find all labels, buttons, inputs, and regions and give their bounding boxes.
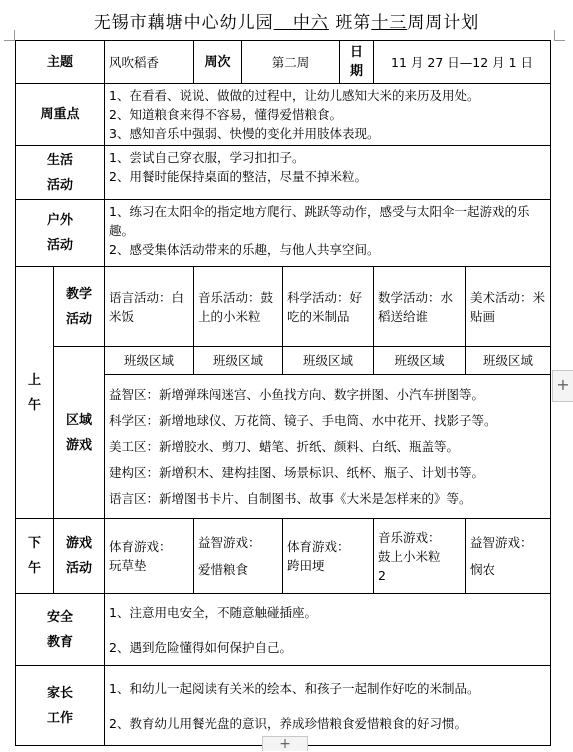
area-label-1: 区域 [66, 412, 93, 428]
area-header: 班级区域 [374, 347, 466, 375]
parents-label-2: 工作 [47, 710, 74, 726]
teaching-cell: 语言活动：白米饭 [105, 267, 194, 347]
game-name: 玩草垫 [109, 558, 147, 573]
game-name: 鼓上小米粒 [378, 548, 441, 564]
game-cell [374, 519, 466, 594]
game-type: 体育游戏： [109, 539, 172, 554]
theme-value: 风吹稻香 [105, 41, 194, 84]
focus-label: 周重点 [16, 84, 105, 146]
game-type: 益智游戏： [470, 535, 533, 550]
focus-item: 2、知道粮食来得不容易，懂得爱惜粮食。 [109, 107, 342, 122]
outdoor-content [105, 200, 551, 267]
game-name: 悯农 [470, 562, 496, 577]
safety-content [105, 594, 551, 666]
area-line: 美工区：新增胶水、剪刀、蜡笔、折纸、颜料、白纸、瓶盖等。 [109, 438, 460, 454]
afternoon-label [16, 519, 54, 594]
game-type: 体育游戏： [287, 539, 350, 554]
title-suffix: 周周计划 [407, 13, 480, 33]
afternoon-label-2: 午 [27, 561, 41, 576]
outdoor-label-2: 活动 [47, 238, 74, 253]
area-line: 语言区：新增图书卡片、自制图书、故事《大米是怎样来的》等。 [109, 490, 472, 506]
weekly-plan-table [15, 40, 551, 746]
teaching-label [54, 267, 105, 347]
area-header-row [16, 347, 551, 375]
morning-teaching-row [16, 267, 551, 347]
teaching-label-2: 活动 [66, 311, 93, 327]
area-line: 科学区：新增地球仪、万花筒、镜子、手电筒、水中花开、找影子等。 [109, 412, 497, 428]
teaching-cell: 数学活动：水稻送给谁 [374, 267, 466, 347]
area-header: 班级区域 [283, 347, 374, 375]
page-title [0, 8, 573, 33]
add-column-button[interactable]: + [552, 370, 573, 402]
safety-item: 1、注意用电安全，不随意触碰插座。 [109, 604, 317, 620]
outdoor-item: 1、练习在太阳伞的指定地方爬行、跳跃等动作，感受与太阳伞一起游戏的乐趣。 [109, 204, 530, 238]
parents-row [16, 666, 551, 746]
title-mid: 班第 [335, 13, 372, 33]
outdoor-label-1: 户外 [47, 213, 74, 228]
safety-item: 2、遇到危险懂得如何保护自己。 [109, 639, 292, 655]
title-week: 十三 [371, 13, 408, 33]
afternoon-row [16, 519, 551, 594]
outdoor-label [16, 200, 105, 267]
life-label-2: 活动 [47, 177, 74, 193]
game-cell [194, 519, 283, 594]
games-label-2: 活动 [66, 561, 93, 576]
safety-label [16, 594, 105, 666]
life-row [16, 146, 551, 200]
game-cell [283, 519, 374, 594]
focus-item: 1、在看看、说说、做做的过程中，让幼儿感知大米的来历及用处。 [109, 88, 480, 103]
morning-label [16, 267, 54, 519]
date-value: 11 月 27 日—12 月 1 日 [374, 41, 551, 84]
morning-label-1: 上 [27, 372, 41, 388]
game-cell [466, 519, 551, 594]
area-header: 班级区域 [105, 347, 194, 375]
outdoor-row [16, 200, 551, 267]
area-header: 班级区域 [194, 347, 283, 375]
area-content [105, 375, 551, 519]
title-class: 中六 [292, 13, 329, 33]
teaching-cell: 音乐活动：鼓上的小米粒 [194, 267, 283, 347]
safety-label-1: 安全 [47, 609, 74, 625]
game-type: 音乐游戏： [378, 529, 441, 545]
game-extra: 2 [378, 567, 386, 583]
parents-label-1: 家长 [47, 685, 74, 701]
title-school: 无锡市藕塘中心幼儿园 [93, 13, 274, 33]
life-item: 1、尝试自己穿衣服，学习扣扣子。 [109, 150, 305, 165]
life-label [16, 146, 105, 200]
morning-label-2: 午 [27, 397, 41, 413]
week-value: 第二周 [242, 41, 340, 84]
parents-label [16, 666, 105, 746]
games-label-1: 游戏 [66, 536, 93, 551]
week-label: 周次 [194, 41, 242, 84]
focus-content [105, 84, 551, 146]
focus-item: 3、感知音乐中强弱、快慢的变化并用肢体表现。 [109, 126, 380, 141]
parents-item: 2、教育幼儿用餐光盘的意识，养成珍惜粮食爱惜粮食的好习惯。 [109, 715, 467, 731]
games-label [54, 519, 105, 594]
parents-item: 1、和幼儿一起阅读有关米的绘本、和孩子一起制作好吃的米制品。 [109, 680, 480, 696]
life-item: 2、用餐时能保持桌面的整洁，尽量不掉米粒。 [109, 169, 367, 184]
add-row-button[interactable]: + [262, 736, 308, 751]
header-row [16, 41, 551, 84]
area-label-2: 游戏 [66, 437, 93, 453]
date-label: 日期 [340, 41, 374, 84]
game-type: 益智游戏： [198, 535, 261, 550]
area-label [54, 347, 105, 519]
game-name: 跨田埂 [287, 558, 325, 573]
game-name: 爱惜粮食 [198, 562, 249, 577]
teaching-label-1: 教学 [66, 286, 93, 302]
area-line: 建构区：新增积木、建构挂图、场景标识、纸杯、瓶子、计划书等。 [109, 464, 485, 480]
game-cell [105, 519, 194, 594]
teaching-cell: 美术活动：米贴画 [466, 267, 551, 347]
safety-label-2: 教育 [47, 634, 74, 650]
safety-row [16, 594, 551, 666]
focus-row [16, 84, 551, 146]
life-content [105, 146, 551, 200]
teaching-cell: 科学活动：好吃的米制品 [283, 267, 374, 347]
area-header: 班级区域 [466, 347, 551, 375]
afternoon-label-1: 下 [27, 536, 41, 551]
parents-content [105, 666, 551, 746]
life-label-1: 生活 [47, 152, 74, 168]
outdoor-item: 2、感受集体活动带来的乐趣，与他人共享空间。 [109, 242, 380, 257]
area-line: 益智区：新增弹珠闯迷宫、小鱼找方向、数字拼图、小汽车拼图等。 [109, 386, 485, 402]
theme-label: 主题 [16, 41, 105, 84]
